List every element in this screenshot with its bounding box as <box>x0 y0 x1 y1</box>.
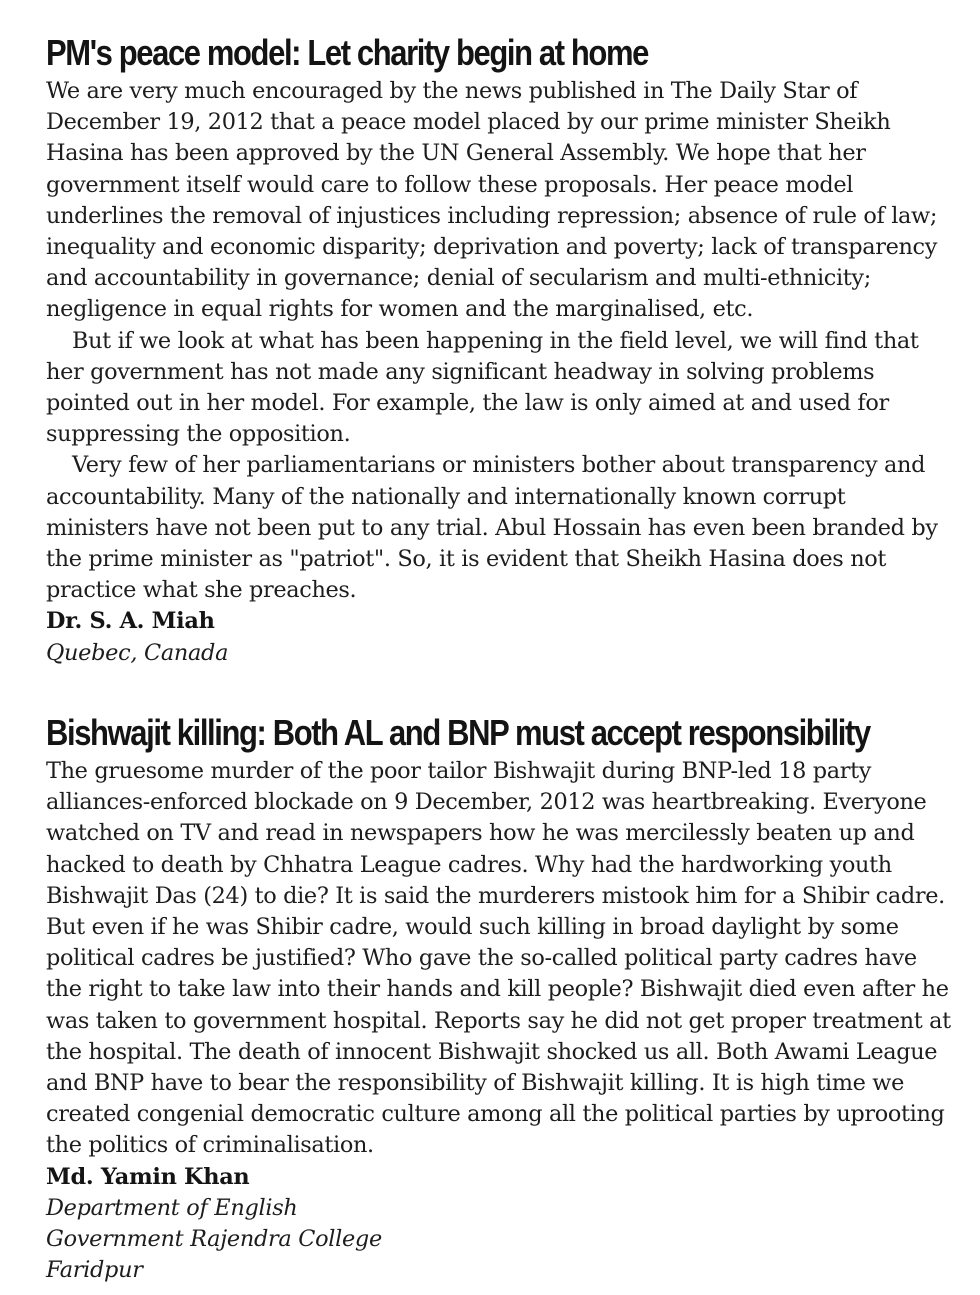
letter-paragraph: The gruesome murder of the poor tailor Bishwajit during BNP-led 18 party alliances-enforced blockade on 9 December, 2012 was heartbreaking. Everyone watched on TV and read in newspapers how he was mercilessly beaten up and hacked to death by Chhatra League cadres. Why had the hardworking youth Bishwajit Das (24) to die? It is said the murderers mistook him for a Shibir cadre. But even if he was Shibir cadre, would such killing in broad daylight by some political cadres be justified? Who gave the so-called political party cadres have the right to take law into their hands and kill people? Bishwajit died even after he was taken to government hospital. Reports say he did not get proper treatment at the hospital. The death of innocent Bishwajit shocked us all. Both Awami League and BNP have to bear the responsibility of Bishwajit killing. It is high time we created congenial democratic culture among all the political parties by uprooting the politics of criminalisation. <box>46 758 951 1159</box>
author-college: Government Rajendra College <box>46 1226 382 1253</box>
author-location: Quebec, Canada <box>46 639 229 666</box>
letter-bishwajit-killing <box>46 710 951 1286</box>
letter-headline: Bishwajit killing: Both AL and BNP must accept responsibility <box>46 712 870 753</box>
letter-author: Md. Yamin Khan <box>46 1163 250 1190</box>
letter-paragraph: We are very much encouraged by the news published in The Daily Star of December 19, 2012 that a peace model placed by our prime minister Sheikh Hasina has been approved by the UN General Assembly. We hope that her government itself would care to follow these proposals. Her peace model underlines the removal of injustices including repression; absence of rule of law; inequality and economic disparity; deprivation and poverty; lack of transparency and accountability in governance; denial of secularism and multi-ethnicity; negligence in equal rights for women and the marginalised, etc. <box>46 78 938 323</box>
letter-body <box>46 76 951 606</box>
letter-body <box>46 756 951 1162</box>
letter-paragraph: But if we look at what has been happening in the field level, we will find that her government has not made any significant headway in solving problems pointed out in her model. For example, the law is only aimed at and used for suppressing the opposition. <box>46 327 919 448</box>
author-location: Faridpur <box>46 1257 143 1284</box>
author-department: Department of English <box>46 1194 298 1221</box>
letter-headline: PM's peace model: Let charity begin at home <box>46 32 648 73</box>
letter-author: Dr. S. A. Miah <box>46 608 215 635</box>
letter-peace-model <box>46 30 951 669</box>
letter-paragraph: Very few of her parliamentarians or ministers bother about transparency and accountability. Many of the nationally and internationally known corrupt ministers have not been put to any trial. Abul Hossain has even been branded by the prime minister as "patriot". So, it is evident that Sheikh Hasina does not practice what she preaches. <box>46 452 938 604</box>
